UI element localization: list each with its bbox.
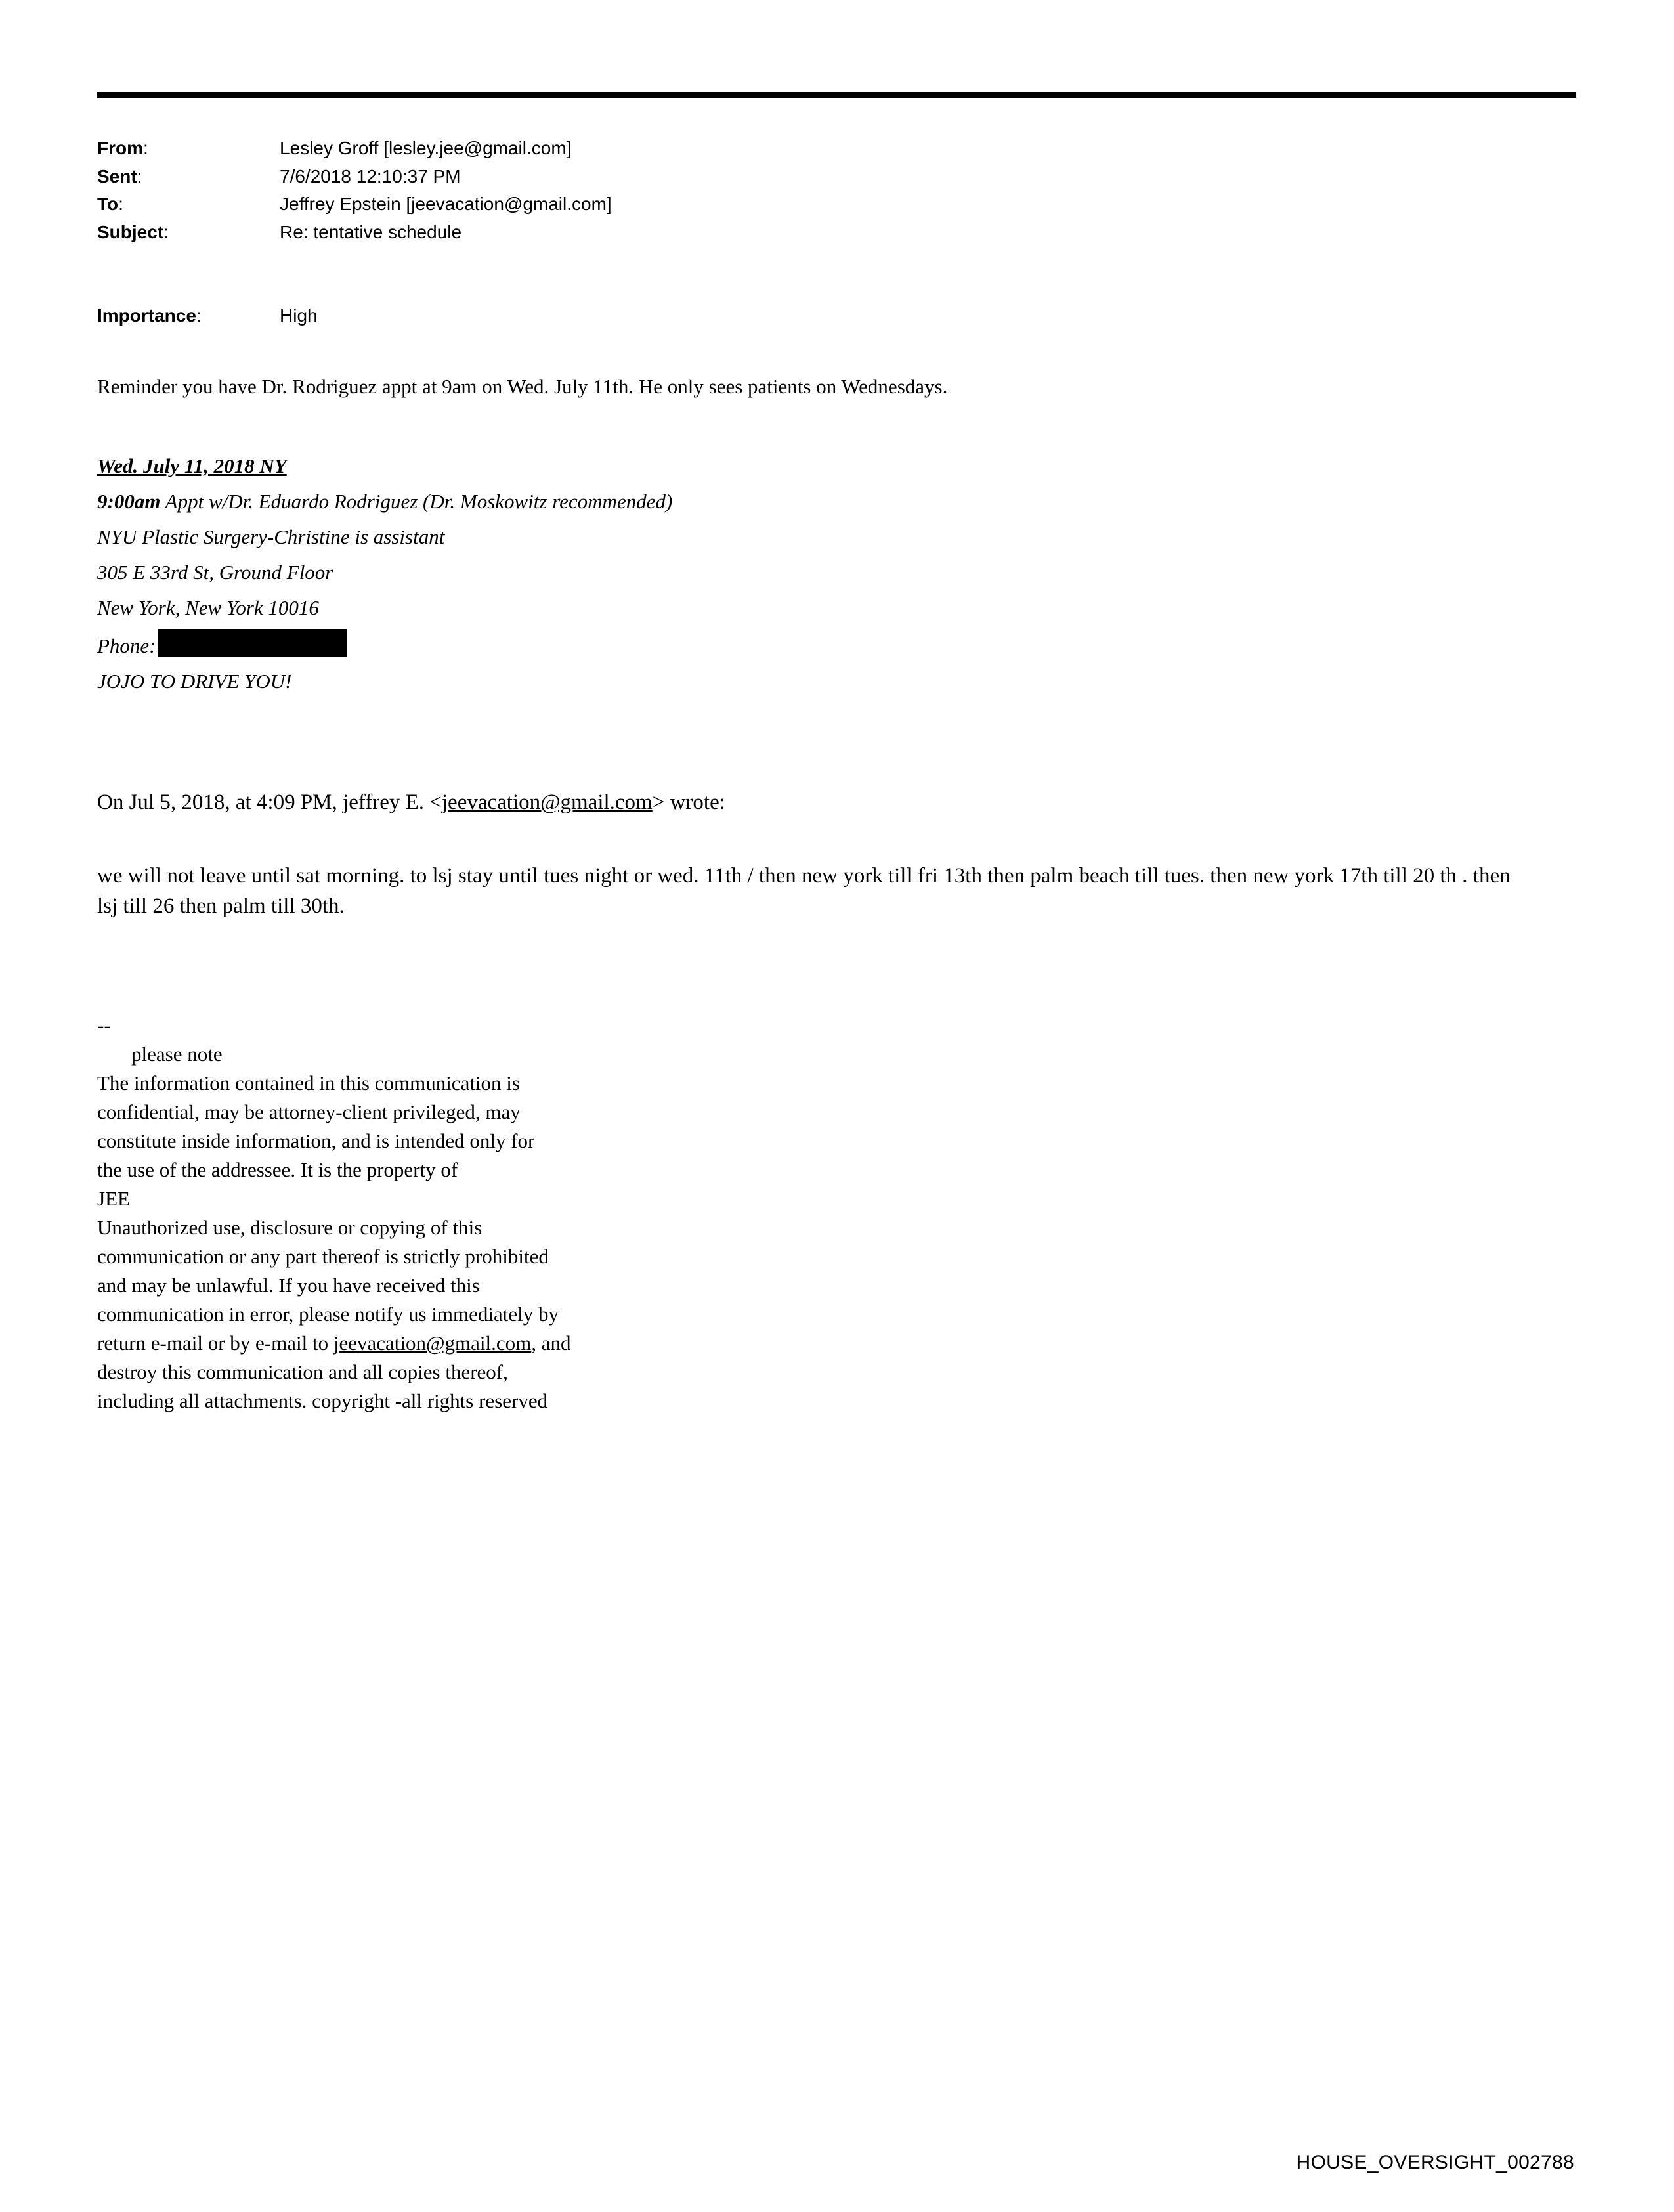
schedule-street-line: 305 E 33rd St, Ground Floor xyxy=(97,560,333,584)
email-header-block xyxy=(97,135,1476,246)
quote-header-pre: On Jul 5, 2018, at 4:09 PM, jeffrey E. < xyxy=(97,791,442,814)
signature-block xyxy=(97,1011,1476,1416)
header-label-from: From: xyxy=(97,138,148,158)
disclaimer-line-1: The information contained in this communication is xyxy=(97,1072,520,1095)
header-row-from xyxy=(97,135,1476,163)
header-value-sent: 7/6/2018 12:10:37 PM xyxy=(280,165,461,186)
bates-number: HOUSE_OVERSIGHT_002788 xyxy=(1296,2152,1574,2173)
schedule-block xyxy=(97,452,1410,703)
return-line-post: , and xyxy=(531,1332,571,1355)
header-label-subject: Subject: xyxy=(97,221,169,242)
header-row-subject xyxy=(97,219,1476,247)
schedule-phone-label: Phone: xyxy=(97,634,156,657)
schedule-phone-line xyxy=(97,629,1410,661)
disclaimer-return-line xyxy=(97,1329,1476,1358)
quote-sender-email-link[interactable]: jeevacation@gmail.com xyxy=(441,791,653,814)
header-value-subject: Re: tentative schedule xyxy=(280,221,462,242)
schedule-time: 9:00am xyxy=(97,489,161,513)
header-row-sent xyxy=(97,163,1476,191)
disclaimer-line-9: communication in error, please notify us immediately by xyxy=(97,1303,559,1326)
reminder-paragraph: Reminder you have Dr. Rodriguez appt at 9am on Wed. July 11th. He only sees patients on Wednesdays. xyxy=(97,375,948,398)
header-value-importance: High xyxy=(280,305,318,326)
disclaimer-line-2: confidential, may be attorney-client privileged, may xyxy=(97,1100,521,1124)
header-label-sent: Sent: xyxy=(97,165,142,186)
return-line-pre: return e-mail or by e-mail to xyxy=(97,1332,333,1355)
quoted-message-header xyxy=(97,788,1541,817)
header-label-to: To: xyxy=(97,194,123,215)
schedule-appointment-line xyxy=(97,487,1410,517)
disclaimer-line-10: destroy this communication and all copies thereof, xyxy=(97,1360,508,1384)
disclaimer-line-5: JEE xyxy=(97,1187,130,1211)
return-email-link[interactable]: jeevacation@gmail.com xyxy=(333,1332,532,1355)
schedule-city-line: New York, New York 10016 xyxy=(97,596,319,619)
disclaimer-line-3: constitute inside information, and is intended only for xyxy=(97,1129,535,1153)
header-row-importance xyxy=(97,305,318,326)
header-value-to: Jeffrey Epstein [jeevacation@gmail.com] xyxy=(280,194,612,215)
header-value-from: Lesley Groff [lesley.jee@gmail.com] xyxy=(280,138,572,158)
header-label-importance: Importance: xyxy=(97,305,202,326)
schedule-practice-line: NYU Plastic Surgery-Christine is assistant xyxy=(97,525,445,548)
signature-please-note: please note xyxy=(131,1043,223,1066)
schedule-date-title: Wed. July 11, 2018 NY xyxy=(97,454,287,477)
schedule-appointment-text: Appt w/Dr. Eduardo Rodriguez (Dr. Moskowitz recommended) xyxy=(165,489,673,513)
disclaimer-line-8: and may be unlawful. If you have received this xyxy=(97,1274,480,1297)
disclaimer-line-11: including all attachments. copyright -all rights reserved xyxy=(97,1389,548,1413)
redaction-bar xyxy=(158,629,347,657)
quoted-message-body: we will not leave until sat morning. to lsj stay until tues night or wed. 11th / then new york till fri 13th then palm beach till tues. then new york 17th till 20 th . then lsj till 26 then palm till 30th. xyxy=(97,864,1511,918)
schedule-driver-note: JOJO TO DRIVE YOU! xyxy=(97,669,292,693)
disclaimer-line-7: communication or any part thereof is strictly prohibited xyxy=(97,1245,549,1269)
signature-dashes: -- xyxy=(97,1014,111,1037)
header-divider-rule xyxy=(97,92,1576,98)
header-row-to xyxy=(97,190,1476,219)
disclaimer-line-6: Unauthorized use, disclosure or copying of this xyxy=(97,1216,483,1240)
quote-header-post: > wrote: xyxy=(652,791,725,814)
disclaimer-line-4: the use of the addressee. It is the property of xyxy=(97,1158,458,1182)
